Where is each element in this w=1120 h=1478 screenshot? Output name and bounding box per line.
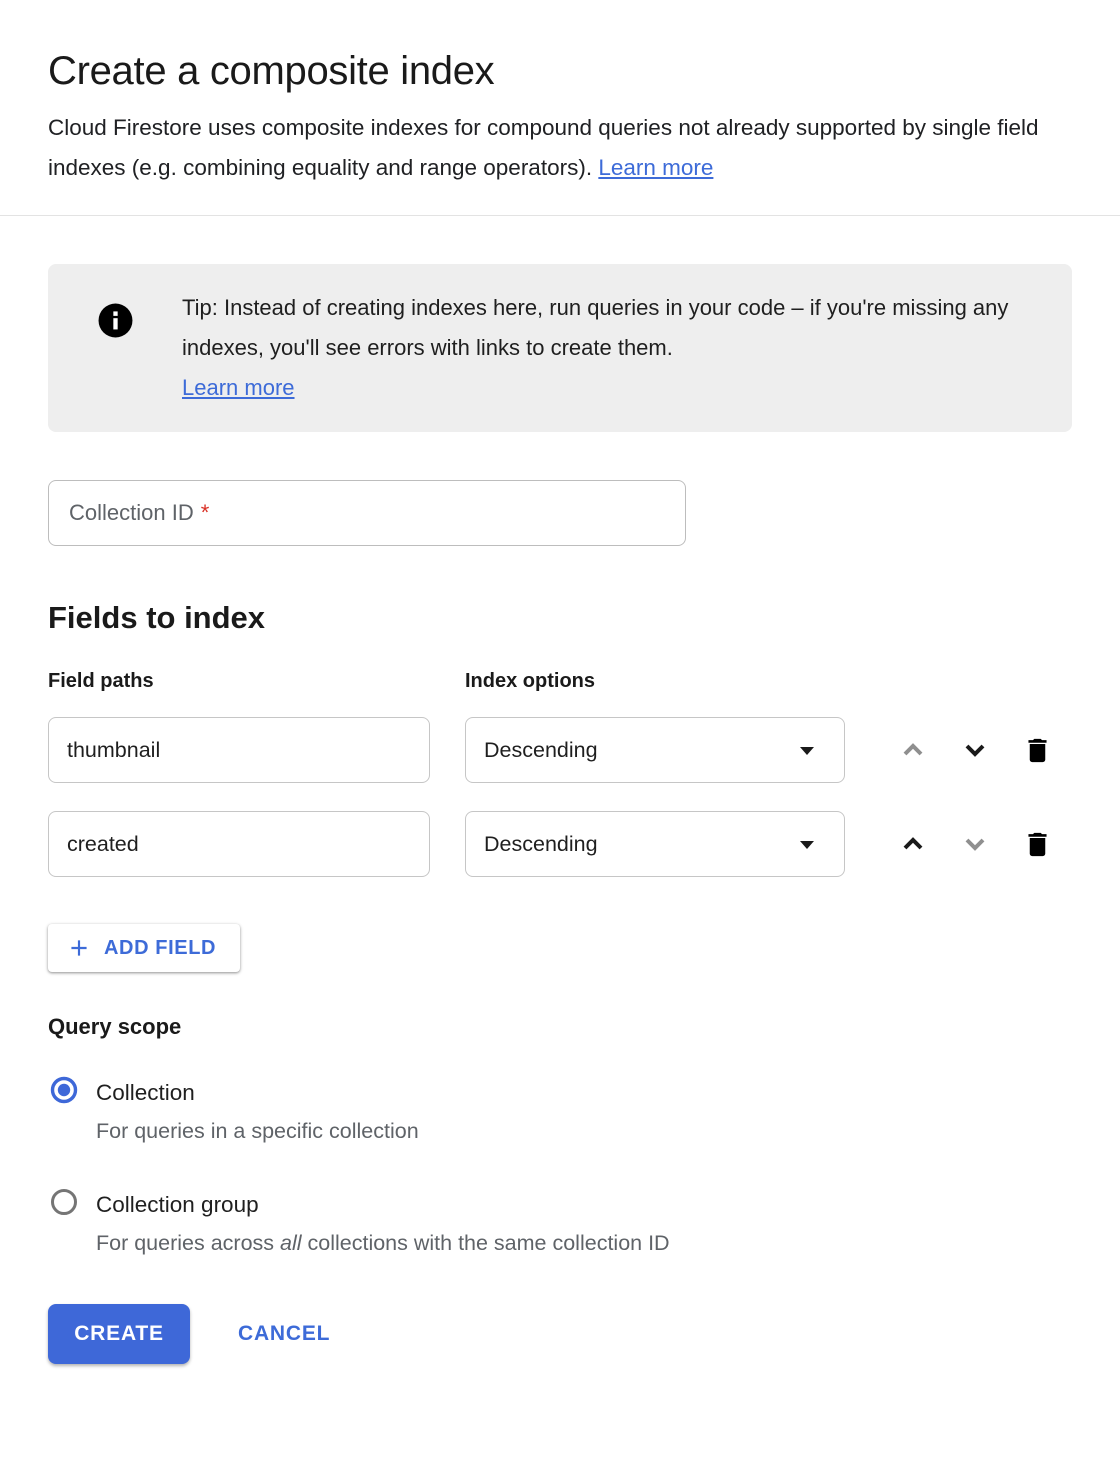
create-composite-index-page [0,46,1120,188]
field-path-input-1[interactable] [48,717,430,783]
description-prefix: For queries across [96,1231,281,1255]
dropdown-caret-icon [798,738,816,763]
page-title: Create a composite index [48,49,495,93]
action-bar [48,1304,1072,1416]
row-controls-2 [895,826,1055,862]
description-suffix: collections with the same collection ID [301,1231,670,1255]
index-option-select-1[interactable] [465,717,845,783]
index-option-select-2[interactable] [465,811,845,877]
plus-icon [66,935,92,961]
tip-text: Tip: Instead of creating indexes here, run queries in your code – if you're missing any indexes, you'll see errors with links to create them. [182,295,1009,360]
add-field-label: ADD FIELD [104,936,217,959]
dropdown-caret-icon [798,832,816,857]
create-button[interactable]: CREATE [48,1304,190,1364]
field-row-1 [48,717,1072,783]
description-italic: all [280,1231,302,1255]
field-path-input-2[interactable] [48,811,430,877]
move-down-button-2[interactable] [957,826,993,862]
radio-collection-group-label: Collection group [96,1191,259,1217]
cancel-button[interactable]: CANCEL [238,1322,331,1345]
field-paths-column-label: Field paths [48,670,154,692]
radio-collection-group-description [96,1231,1072,1256]
header-divider [0,215,1120,216]
index-options-column-label: Index options [465,670,595,692]
tip-icon-column [48,288,182,344]
radio-selected-icon [50,1076,78,1109]
add-field-button[interactable] [48,924,240,972]
radio-collection-label: Collection [96,1079,195,1105]
collection-id-input[interactable] [48,480,686,546]
index-option-value-1: Descending [484,737,598,762]
radio-collection[interactable] [48,1076,1072,1109]
radio-collection-description: For queries in a specific collection [96,1119,419,1143]
query-scope-option-collection [48,1076,1072,1144]
query-scope-heading: Query scope [48,1014,182,1039]
index-option-value-2: Descending [484,831,598,856]
move-up-button-1[interactable] [895,732,931,768]
header-learn-more-link[interactable]: Learn more [598,155,714,180]
field-column-labels [48,670,1072,693]
required-asterisk: * [200,500,210,525]
radio-collection-group[interactable] [48,1188,1072,1221]
tip-banner [48,264,1072,432]
move-up-button-2[interactable] [895,826,931,862]
info-icon [97,302,134,344]
delete-field-button-2[interactable] [1019,826,1055,862]
field-row-2 [48,811,1072,877]
query-scope-option-collection-group [48,1188,1072,1256]
collection-id-label: Collection ID [69,500,194,525]
move-down-button-1[interactable] [957,732,993,768]
page-description [48,108,1063,188]
tip-learn-more-link[interactable]: Learn more [182,375,295,400]
page-description-text: Cloud Firestore uses composite indexes for compound queries not already supported by single field indexes (e.g. combining equality and range operators). [48,115,1039,180]
fields-to-index-heading: Fields to index [48,600,266,635]
tip-content [182,288,1048,408]
delete-field-button-1[interactable] [1019,732,1055,768]
radio-unselected-icon [50,1188,78,1221]
row-controls-1 [895,732,1055,768]
